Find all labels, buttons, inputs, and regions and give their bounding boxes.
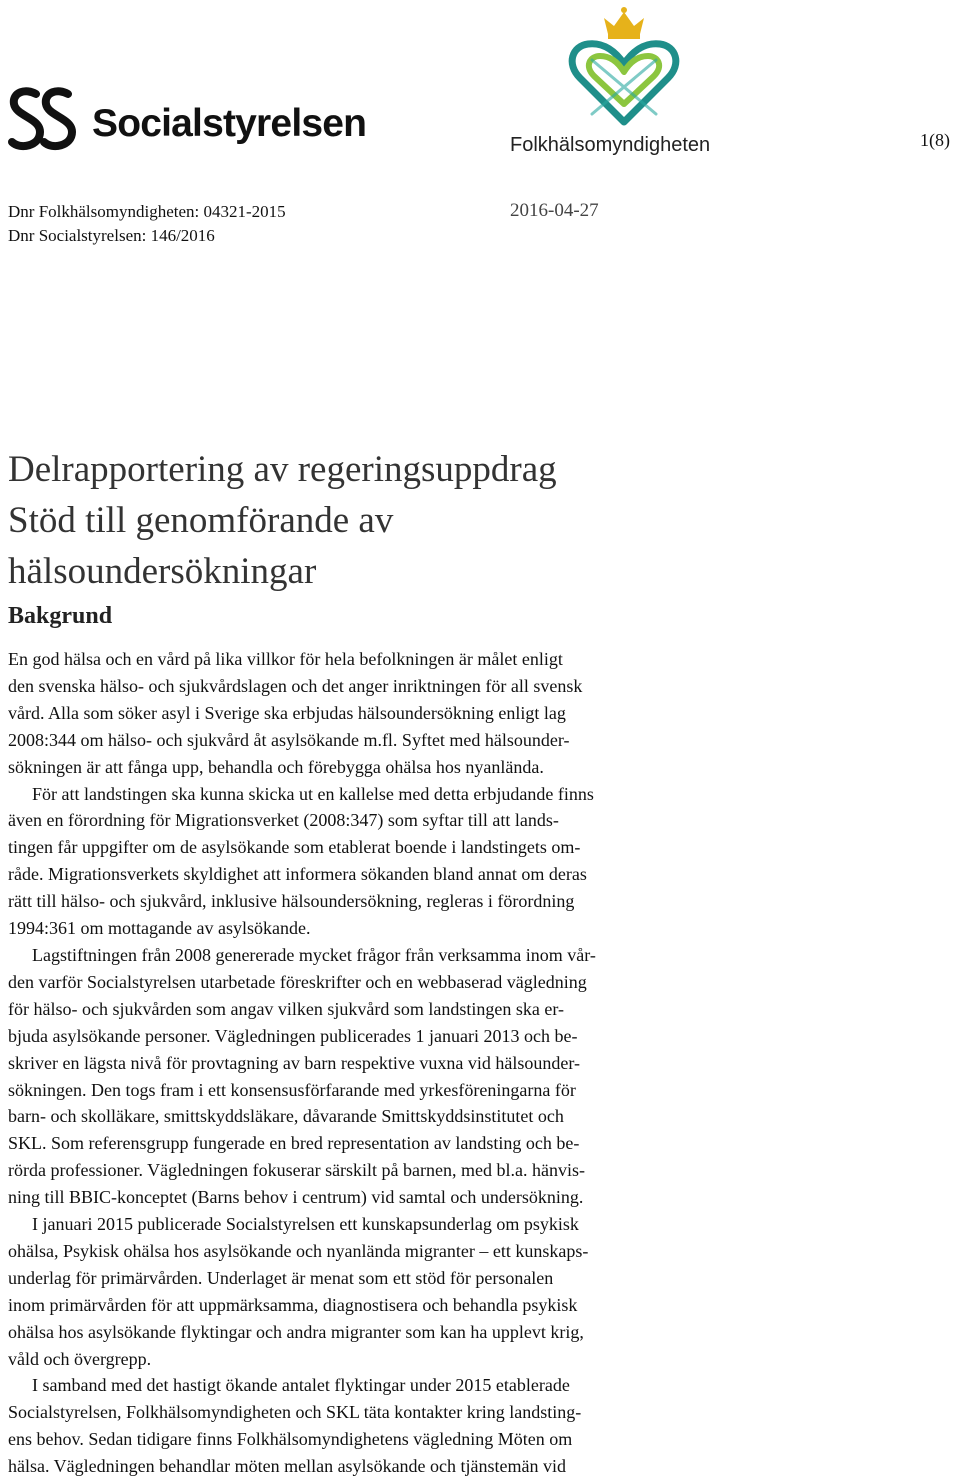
document-date: 2016-04-27 [510,200,599,221]
body-text-line: rätt till hälso- och sjukvård, inklusive hälsoundersökning, regleras i förordning [8,891,575,912]
body-text-line: SKL. Som referensgrupp fungerade en bred representation av landsting och be- [8,1133,580,1154]
folkhalsomyndigheten-wordmark: Folkhälsomyndigheten [510,134,711,156]
body-text-line: Lagstiftningen från 2008 genererade mycket frågor från verksamma inom vår- [32,944,596,965]
body-text-line: underlag för primärvården. Underlaget är menat som ett stöd för personalen [8,1267,554,1288]
body-text-line: Socialstyrelsen, Folkhälsomyndigheten och SKL täta kontakter kring landsting- [8,1402,582,1423]
section-heading-bakgrund: Bakgrund [8,603,113,629]
socialstyrelsen-wordmark: Socialstyrelsen [92,102,367,145]
body-text-line: 2008:344 om hälso- och sjukvård åt asylsökande m.fl. Syftet med hälsounder- [8,729,570,750]
body-text-line: tingen får uppgifter om de asylsökande som etablerat boende i landstingets om- [8,837,581,858]
title-line: Delrapportering av regeringsuppdrag [8,449,557,490]
body-text-line: En god hälsa och en vård på lika villkor för hela befolkningen är målet enligt [8,649,563,669]
crown-icon [604,7,644,39]
body-text-line: hälsa. Vägledningen behandlar möten mellan asylsökande och tjänstemän vid [8,1456,567,1477]
body-text-line: sökningen är att fånga upp, behandla och förebygga ohälsa hos nyanlända. [8,756,544,777]
dnr-folkhalsomyndigheten: Dnr Folkhälsomyndigheten: 04321-2015 [8,202,286,221]
body-text-line: rörda professioner. Vägledningen fokuserar särskilt på barnen, med bl.a. hänvis- [8,1160,585,1181]
page-number: 1(8) [920,130,950,150]
body-text-line: I samband med det hastigt ökande antalet flyktingar under 2015 etablerade [32,1375,570,1396]
folkhalsomyndigheten-logo [508,4,744,156]
title-line: Stöd till genomförande av [8,500,394,541]
body-text-line: inom primärvården för att uppmärksamma, diagnostisera och behandla psykisk [8,1294,578,1315]
body-text-line: den svenska hälso- och sjukvårdslagen och det anger inriktningen för all svensk [8,675,583,696]
crown-heart-emblem-icon [564,4,684,128]
body-text-line: vård. Alla som söker asyl i Sverige ska erbjudas hälsoundersökning enligt lag [8,702,566,723]
body-text-line: ens behov. Sedan tidigare finns Folkhälsomyndighetens vägledning Möten om [8,1429,573,1450]
registration-numbers [8,200,286,248]
body-text-line: 1994:361 om mottagande av asylsökande. [8,918,311,939]
body-text-line: skriver en lägsta nivå för provtagning av barn respektive vuxna vid hälsounder- [8,1052,580,1073]
title-line: hälsoundersökningar [8,551,317,592]
body-text-line: I januari 2015 publicerade Socialstyrelsen ett kunskapsunderlag om psykisk [32,1214,579,1235]
document-title [8,444,557,597]
body-text [8,646,753,1480]
body-text-line: ning till BBIC-konceptet (Barns behov i centrum) vid samtal och undersökning. [8,1187,584,1208]
body-text-line: bjuda asylsökande personer. Vägledningen publicerades 1 januari 2013 och be- [8,1025,578,1046]
body-text-line: även en förordning för Migrationsverket (2008:347) som syftar till att lands- [8,810,559,831]
body-text-line: för hälso- och sjukvården som angav vilken sjukvård som landstingen ska er- [8,998,565,1019]
body-text-line: barn- och skolläkare, smittskyddsläkare, dåvarande Smittskyddsinstitutet och [8,1106,564,1127]
body-text-line: råde. Migrationsverkets skyldighet att informera sökanden bland annat om deras [8,864,587,885]
body-text-line: sökningen. Den togs fram i ett konsensusförfarande med yrkesföreningarna för [8,1079,576,1100]
body-text-line: För att landstingen ska kunna skicka ut en kallelse med detta erbjudande finns [32,783,594,804]
body-text-line: ohälsa hos asylsökande flyktingar och andra migranter som kan ha upplevt krig, [8,1321,584,1342]
socialstyrelsen-logo [6,84,367,162]
body-text-line: ohälsa, Psykisk ohälsa hos asylsökande och nyanlända migranter – ett kunskaps- [8,1240,589,1261]
socialstyrelsen-emblem-icon [6,84,84,156]
dnr-socialstyrelsen: Dnr Socialstyrelsen: 146/2016 [8,226,215,245]
body-text-line: våld och övergrepp. [8,1348,152,1369]
body-text-line: den varför Socialstyrelsen utarbetade föreskrifter och en webbaserad vägledning [8,971,587,992]
